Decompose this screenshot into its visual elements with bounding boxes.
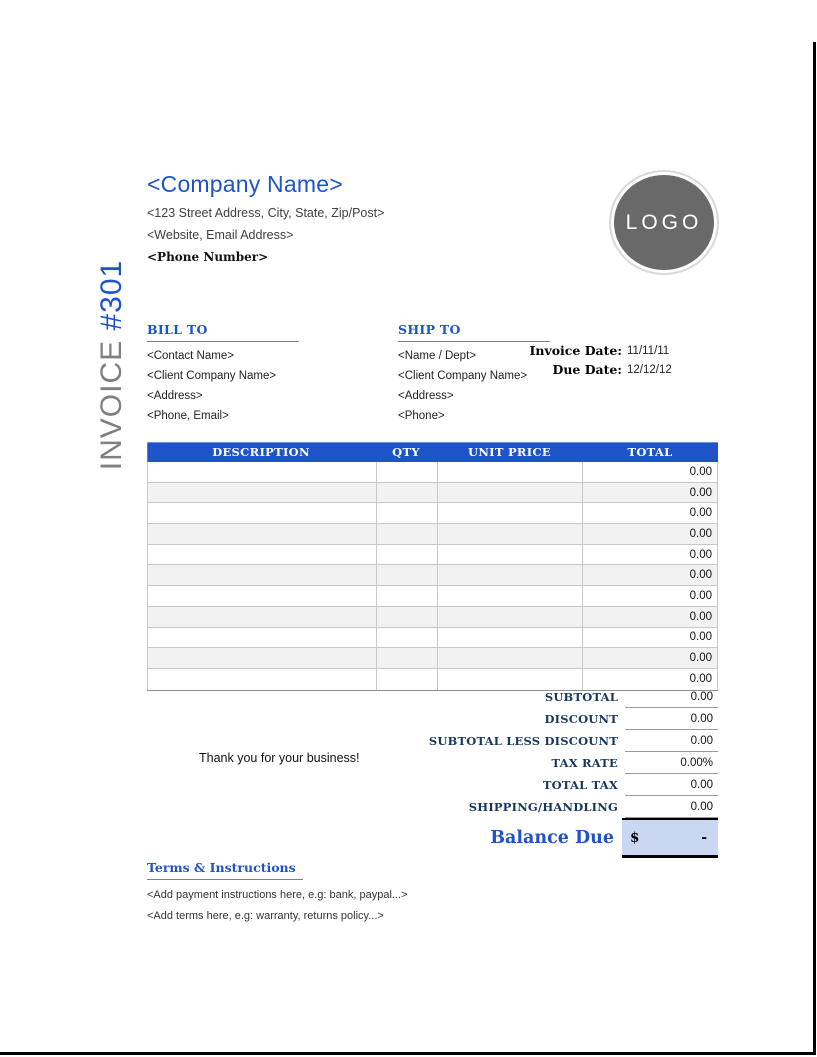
bill-to-section [147,322,387,422]
company-name-field[interactable]: <Company Name> [147,171,343,197]
totals-value[interactable]: 0.00 [625,796,718,818]
item-unit-price-cell[interactable] [437,503,582,523]
totals-value[interactable]: 0.00 [625,730,718,752]
item-description-cell[interactable] [148,503,376,523]
item-description-cell[interactable] [148,524,376,544]
item-total-cell[interactable]: 0.00 [582,503,717,523]
invoice-title-word: INVOICE [95,330,128,471]
totals-row [260,708,718,730]
logo-text: LOGO [625,210,703,234]
item-total-cell[interactable]: 0.00 [582,462,717,482]
item-row [147,607,718,628]
company-phone-field[interactable]: <Phone Number> [147,250,269,264]
item-description-cell[interactable] [148,545,376,565]
item-description-cell[interactable] [148,607,376,627]
terms-section [147,860,408,922]
dates-section [480,341,718,379]
item-unit-price-cell[interactable] [437,628,582,648]
item-qty-cell[interactable] [376,483,437,503]
item-row [147,628,718,649]
terms-underline [147,878,303,880]
bill-to-company-field[interactable]: <Client Company Name> [147,370,277,382]
balance-currency-symbol: $ [630,829,640,846]
page-edge-right [813,42,816,1055]
ship-to-company-field[interactable]: <Client Company Name> [398,370,528,382]
item-description-cell[interactable] [148,483,376,503]
ship-to-phone-field[interactable]: <Phone> [398,410,445,422]
column-header-unit-price: UNIT PRICE [468,445,551,459]
page-edge-bottom [0,1052,816,1055]
item-row [147,503,718,524]
balance-due-row [260,818,718,858]
totals-label: DISCOUNT [544,712,618,726]
item-row [147,462,718,483]
item-total-cell[interactable]: 0.00 [582,628,717,648]
item-unit-price-cell[interactable] [437,648,582,668]
item-unit-price-cell[interactable] [437,524,582,544]
item-row [147,565,718,586]
item-qty-cell[interactable] [376,565,437,585]
item-qty-cell[interactable] [376,648,437,668]
item-qty-cell[interactable] [376,545,437,565]
item-unit-price-cell[interactable] [437,586,582,606]
totals-value[interactable]: 0.00 [625,708,718,730]
totals-label: SHIPPING/HANDLING [468,800,618,814]
ship-to-name-field[interactable]: <Name / Dept> [398,350,476,362]
company-website-field[interactable]: <Website, Email Address> [147,228,294,242]
item-qty-cell[interactable] [376,607,437,627]
items-table-header [147,442,718,462]
column-header-description: DESCRIPTION [212,445,310,459]
item-qty-cell[interactable] [376,503,437,523]
bill-to-phone-field[interactable]: <Phone, Email> [147,410,229,422]
totals-row [260,796,718,818]
balance-due-label: Balance Due [490,828,614,848]
item-description-cell[interactable] [148,586,376,606]
totals-row [260,730,718,752]
ship-to-label: SHIP TO [398,322,461,337]
thank-you-note: Thank you for your business! [199,751,360,765]
item-qty-cell[interactable] [376,524,437,544]
item-qty-cell[interactable] [376,628,437,648]
item-qty-cell[interactable] [376,462,437,482]
item-description-cell[interactable] [148,648,376,668]
item-row [147,545,718,566]
item-total-cell[interactable]: 0.00 [582,607,717,627]
balance-due-value: - [701,829,707,846]
item-total-cell[interactable]: 0.00 [582,565,717,585]
totals-row [260,686,718,708]
bill-to-underline [147,340,299,342]
totals-label: SUBTOTAL LESS DISCOUNT [428,734,618,748]
item-total-cell[interactable]: 0.00 [582,669,717,690]
bill-to-address-field[interactable]: <Address> [147,390,203,402]
terms-payment-field[interactable]: <Add payment instructions here, e.g: bank, paypal...> [147,889,408,901]
item-total-cell[interactable]: 0.00 [582,483,717,503]
totals-label: SUBTOTAL [544,690,618,704]
bill-to-label: BILL TO [147,322,208,337]
column-header-total: TOTAL [627,445,673,459]
item-total-cell[interactable]: 0.00 [582,586,717,606]
item-row [147,586,718,607]
item-unit-price-cell[interactable] [437,545,582,565]
items-table [147,442,718,691]
invoice-title [95,260,129,470]
totals-row [260,774,718,796]
terms-policy-field[interactable]: <Add terms here, e.g: warranty, returns policy...> [147,910,384,922]
item-total-cell[interactable]: 0.00 [582,648,717,668]
bill-to-contact-field[interactable]: <Contact Name> [147,350,234,362]
company-address-field[interactable]: <123 Street Address, City, State, Zip/Post> [147,206,385,220]
item-qty-cell[interactable] [376,586,437,606]
totals-value[interactable]: 0.00 [625,774,718,796]
item-row [147,524,718,545]
logo-placeholder [614,175,714,270]
due-date-value[interactable]: 12/12/12 [627,363,672,376]
item-total-cell[interactable]: 0.00 [582,524,717,544]
item-row [147,483,718,504]
ship-to-address-field[interactable]: <Address> [398,390,454,402]
invoice-date-value[interactable]: 11/11/11 [627,344,670,357]
invoice-date-label: Invoice Date: [529,343,622,358]
item-unit-price-cell[interactable] [437,462,582,482]
item-description-cell[interactable] [148,462,376,482]
totals-label: TOTAL TAX [542,778,618,792]
item-unit-price-cell[interactable] [437,565,582,585]
invoice-number: #301 [95,259,128,331]
totals-label: TAX RATE [551,756,618,770]
due-date-label: Due Date: [552,362,622,377]
items-body [147,462,718,691]
balance-due-cell[interactable] [622,818,718,858]
item-description-cell[interactable] [148,565,376,585]
item-description-cell[interactable] [148,628,376,648]
column-header-qty: QTY [392,445,420,459]
totals-value[interactable]: 0.00 [625,686,718,708]
item-unit-price-cell[interactable] [437,483,582,503]
company-header [147,171,384,264]
totals-value[interactable]: 0.00% [625,752,718,774]
item-total-cell[interactable]: 0.00 [582,545,717,565]
item-unit-price-cell[interactable] [437,607,582,627]
terms-label: Terms & Instructions [147,860,296,875]
item-row [147,648,718,669]
